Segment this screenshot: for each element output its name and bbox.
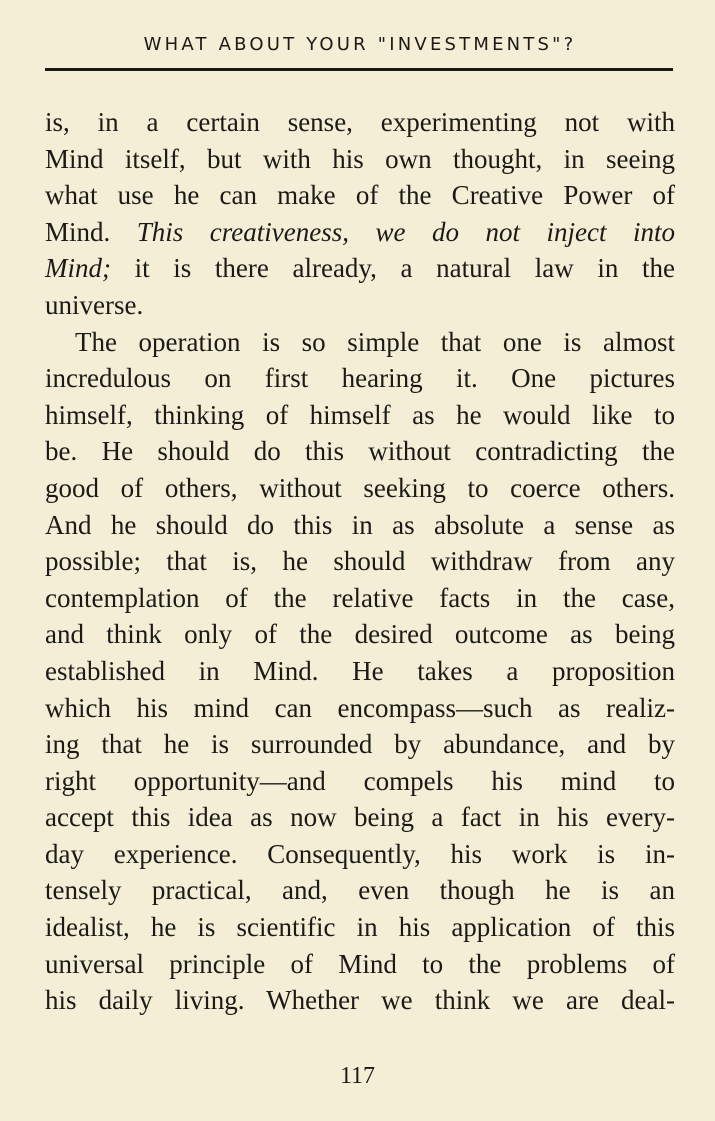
text-segment: good of others, without seeking to coerce others.: [45, 472, 675, 503]
text-segment: what use he can make of the Creative Power of: [45, 180, 675, 211]
text-line: [45, 397, 675, 434]
text-line: [45, 726, 675, 763]
text-segment: Mind.: [45, 216, 137, 247]
text-line: [45, 543, 675, 580]
text-segment: idealist, he is scientific in his application of this: [45, 912, 675, 943]
text-segment: And he should do this in as absolute a sense as: [45, 509, 675, 540]
text-line: [45, 250, 675, 287]
text-line: [45, 287, 675, 324]
text-line: [45, 690, 675, 727]
text-line: [45, 433, 675, 470]
text-line: [45, 104, 675, 141]
text-line: [45, 580, 675, 617]
text-line: [45, 616, 675, 653]
text-line: [45, 470, 675, 507]
text-line: [45, 836, 675, 873]
text-line: [45, 946, 675, 983]
running-head: WHAT ABOUT YOUR "INVESTMENTS"?: [143, 34, 577, 55]
italic-text: This creativeness, we do not inject into: [136, 216, 675, 247]
text-segment: The operation is so simple that one is almost: [75, 326, 675, 357]
page-number: 117: [339, 1063, 376, 1089]
text-segment: Mind itself, but with his own thought, in seeing: [45, 143, 675, 174]
text-segment: ing that he is surrounded by abundance, and by: [45, 729, 675, 760]
text-line: [45, 909, 675, 946]
text-segment: himself, thinking of himself as he would like to: [45, 399, 675, 430]
text-line: [45, 799, 675, 836]
text-segment: possible; that is, he should withdraw from any: [45, 546, 675, 577]
body-text: [45, 104, 675, 1019]
text-segment: it is there already, a natural law in the: [110, 253, 675, 284]
text-line: [45, 141, 675, 178]
text-segment: tensely practical, and, even though he is an: [45, 875, 675, 906]
text-line: [45, 177, 675, 214]
text-line: [45, 507, 675, 544]
italic-text: Mind;: [45, 253, 111, 284]
text-segment: incredulous on first hearing it. One pictures: [45, 363, 675, 394]
text-segment: his daily living. Whether we think we are deal-: [45, 985, 675, 1016]
text-segment: which his mind can encompass—such as realiz-: [45, 692, 675, 723]
text-segment: accept this idea as now being a fact in his every-: [45, 802, 675, 833]
header-rule: [45, 68, 673, 71]
text-line: [45, 763, 675, 800]
text-segment: is, in a certain sense, experimenting not with: [45, 107, 675, 137]
text-line: [45, 360, 675, 397]
text-segment: day experience. Consequently, his work is in-: [45, 838, 675, 869]
text-segment: universal principle of Mind to the problems of: [45, 948, 675, 979]
text-segment: be. He should do this without contradicting the: [45, 436, 675, 467]
text-line: [45, 653, 675, 690]
text-segment: contemplation of the relative facts in the case,: [45, 582, 675, 613]
text-line: [45, 872, 675, 909]
text-segment: and think only of the desired outcome as being: [45, 619, 675, 650]
text-line: [45, 324, 675, 361]
text-segment: universe.: [45, 289, 144, 320]
text-segment: right opportunity—and compels his mind to: [45, 765, 675, 796]
text-line: [45, 214, 675, 251]
text-segment: established in Mind. He takes a proposition: [45, 655, 675, 686]
text-line: [45, 982, 675, 1019]
